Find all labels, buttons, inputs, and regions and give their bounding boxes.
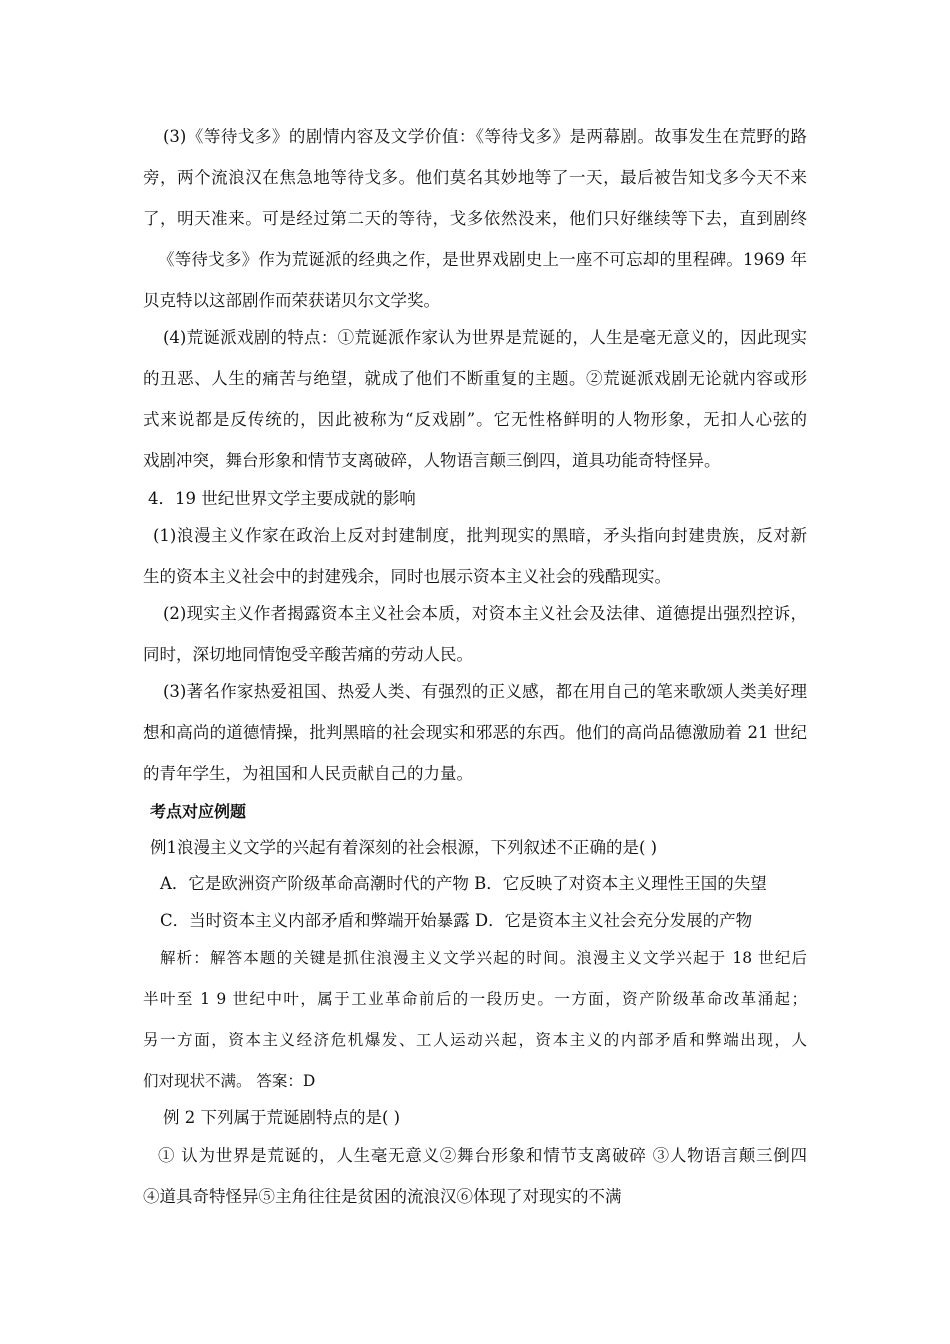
- paragraph-line: 戏剧冲突，舞台形象和情节支离破碎，人物语言颠三倒四，道具功能奇特怪异。: [143, 451, 721, 470]
- options-row: C．当时资本主义内部矛盾和弊端开始暴露 D．它是资本主义社会充分发展的产物: [160, 911, 753, 930]
- examples-heading: 考点对应例题: [150, 802, 247, 821]
- paragraph-line: (2)现实主义作者揭露资本主义社会本质，对资本主义社会及法律、道德提出强烈控诉，: [163, 604, 807, 623]
- paragraph-line: 生的资本主义社会中的封建残余，同时也展示资本主义社会的残酷现实。: [143, 567, 671, 586]
- paragraph-line: 式来说都是反传统的，因此被称为“反戏剧”。它无性格鲜明的人物形象，无扣人心弦的: [143, 410, 807, 429]
- paragraph-line: 的青年学生，为祖国和人民贡献自己的力量。: [143, 764, 473, 783]
- answer-items-line: ④道具奇特怪异⑤主角往往是贫困的流浪汉⑥体现了对现实的不满: [143, 1187, 622, 1206]
- analysis-line: 解析：解答本题的关键是抓住浪漫主义文学兴起的时间。浪漫主义文学兴起于 18 世纪后: [160, 949, 807, 967]
- analysis-line: 另一方面，资本主义经济危机爆发、工人运动兴起，资本主义的内部矛盾和弊端出现，人: [143, 1031, 807, 1049]
- question-text: 例 2 下列属于荒诞剧特点的是( ): [163, 1108, 401, 1127]
- analysis-line: 半叶至 1 9 世纪中叶，属于工业革命前后的一段历史。一方面，资产阶级革命改革涌起；: [143, 990, 807, 1008]
- paragraph-line: 贝克特以这部剧作而荣获诺贝尔文学奖。: [143, 291, 440, 310]
- paragraph-line: 《等待戈多》作为荒诞派的经典之作，是世界戏剧史上一座不可忘却的里程碑。1969 年: [158, 250, 807, 269]
- paragraph-line: (1)浪漫主义作家在政治上反对封建制度，批判现实的黑暗，矛头指向封建贵族，反对新: [153, 526, 807, 545]
- paragraph-line: (3)《等待戈多》的剧情内容及文学价值：《等待戈多》是两幕剧。故事发生在荒野的路: [163, 127, 807, 146]
- paragraph-line: (3)著名作家热爱祖国、热爱人类、有强烈的正义感，都在用自己的笔来歌颂人类美好理: [163, 682, 807, 701]
- paragraph-line: (4)荒诞派戏剧的特点：①荒诞派作家认为世界是荒诞的，人生是毫无意义的，因此现实: [163, 328, 807, 347]
- paragraph-line: 的丑恶、人生的痛苦与绝望，就成了他们不断重复的主题。②荒诞派戏剧无论就内容或形: [143, 369, 807, 388]
- analysis-line: 们对现状不满。 答案：D: [143, 1072, 316, 1090]
- paragraph-line: 想和高尚的道德情操，批判黑暗的社会现实和邪恶的东西。他们的高尚品德激励着 21 世纪: [143, 723, 807, 742]
- paragraph-line: 了，明天准来。可是经过第二天的等待，戈多依然没来，他们只好继续等下去，直到剧终: [143, 209, 807, 228]
- paragraph-line: 旁，两个流浪汉在焦急地等待戈多。他们莫名其妙地等了一天，最后被告知戈多今天不来: [143, 168, 807, 187]
- options-row: A．它是欧洲资产阶级革命高潮时代的产物 B．它反映了对资本主义理性王国的失望: [160, 874, 767, 893]
- question-text: 例1浪漫主义文学的兴起有着深刻的社会根源，下列叙述不正确的是( ): [150, 838, 658, 857]
- answer-items-line: ① 认为世界是荒诞的，人生毫无意义②舞台形象和情节支离破碎 ③人物语言颠三倒四: [158, 1146, 807, 1165]
- section-heading: 4．19 世纪世界文学主要成就的影响: [148, 489, 416, 508]
- paragraph-line: 同时，深切地同情饱受辛酸苦痛的劳动人民。: [143, 645, 473, 664]
